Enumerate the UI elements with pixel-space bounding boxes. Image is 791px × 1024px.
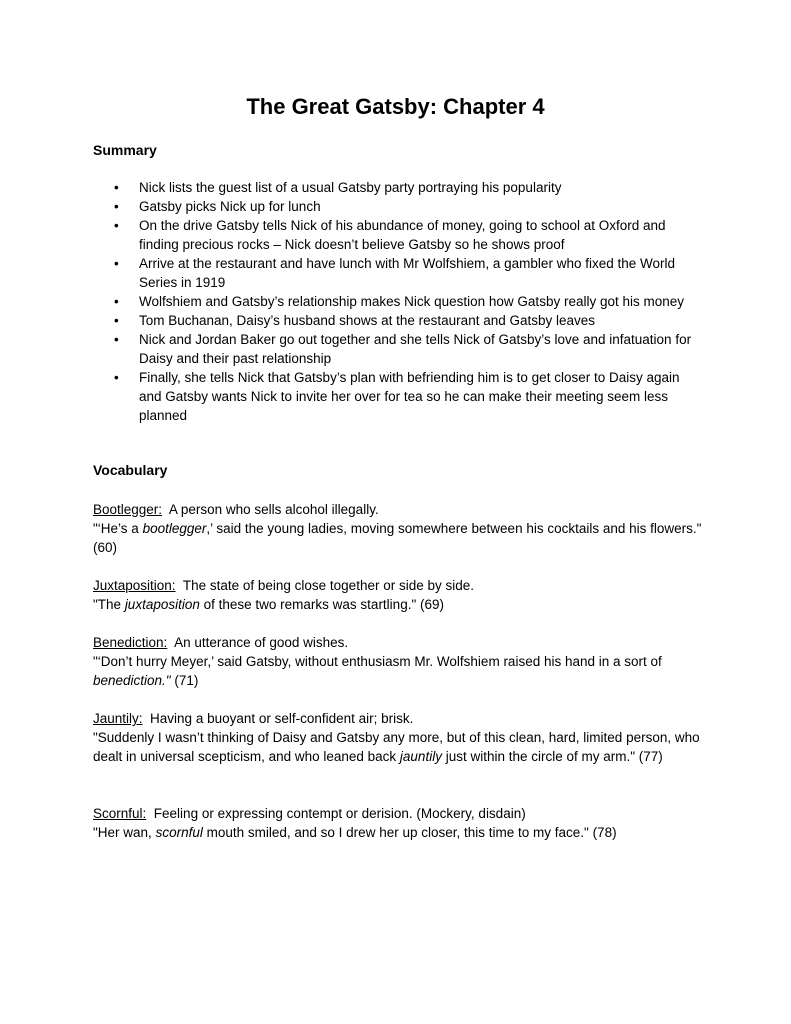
quote-emphasis: juxtaposition	[124, 597, 200, 612]
quote-text: of these two remarks was startling." (69)	[199, 597, 445, 612]
bullet-icon: •	[114, 294, 119, 309]
vocab-entry-scornful	[93, 804, 703, 842]
list-item	[93, 254, 703, 292]
vocabulary-heading: Vocabulary	[93, 462, 168, 478]
vocab-entry-benediction	[93, 633, 703, 690]
list-item	[93, 330, 703, 368]
quote-emphasis: jauntily	[399, 749, 442, 764]
quote-text: ,’ said the young ladies, moving somewhere between his cocktails and his flowers." (60)	[93, 521, 702, 555]
quote-text: "‘Don’t hurry Meyer,’ said Gatsby, without enthusiasm Mr. Wolfshiem raised his hand in a sort of	[93, 654, 662, 669]
summary-item-text: Nick and Jordan Baker go out together and she tells Nick of Gatsby’s love and infatuation for Daisy and their past relationship	[139, 332, 692, 366]
summary-list	[93, 178, 703, 425]
vocab-term: Bootlegger:	[93, 502, 163, 517]
summary-item-text: Wolfshiem and Gatsby’s relationship makes Nick question how Gatsby really got his money	[139, 294, 685, 309]
page-title: The Great Gatsby: Chapter 4	[246, 94, 545, 119]
bullet-icon: •	[114, 199, 119, 214]
quote-text: "‘He’s a	[93, 521, 143, 536]
vocab-definition: An utterance of good wishes.	[174, 635, 349, 650]
quote-emphasis: bootlegger	[142, 521, 207, 536]
quote-text: mouth smiled, and so I drew her up closer, this time to my face." (78)	[202, 825, 617, 840]
quote-emphasis: scornful	[155, 825, 203, 840]
vocab-quote	[93, 823, 703, 842]
quote-text: just within the circle of my arm." (77)	[441, 749, 663, 764]
vocab-term: Scornful:	[93, 806, 147, 821]
vocab-definition: Having a buoyant or self-confident air; brisk.	[150, 711, 414, 726]
summary-item-text: Finally, she tells Nick that Gatsby’s plan with befriending him is to get closer to Daisy again and Gatsby wants Nick to invite her over for tea so he can make their meeting seem less planned	[139, 370, 680, 423]
summary-item-text: Gatsby picks Nick up for lunch	[139, 199, 321, 214]
quote-text: (71)	[170, 673, 199, 688]
bullet-icon: •	[114, 180, 119, 195]
summary-item-text: Arrive at the restaurant and have lunch with Mr Wolfshiem, a gambler who fixed the World Series in 1919	[139, 256, 675, 290]
quote-text: "Her wan,	[93, 825, 156, 840]
list-item	[93, 178, 703, 197]
vocab-definition-line	[93, 804, 703, 823]
bullet-icon: •	[114, 370, 119, 385]
vocab-quote	[93, 595, 703, 614]
summary-item-text: Tom Buchanan, Daisy’s husband shows at the restaurant and Gatsby leaves	[139, 313, 596, 328]
vocab-definition-line	[93, 576, 703, 595]
vocab-definition-line	[93, 709, 703, 728]
vocab-quote	[93, 728, 703, 766]
list-item	[93, 216, 703, 254]
vocab-entry-jauntily	[93, 709, 703, 766]
vocab-definition-line	[93, 500, 703, 519]
summary-item-text: On the drive Gatsby tells Nick of his abundance of money, going to school at Oxford and finding precious rocks – Nick doesn’t believe Gatsby so he shows proof	[139, 218, 666, 252]
list-item	[93, 292, 703, 311]
vocab-definition: Feeling or expressing contempt or derision. (Mockery, disdain)	[153, 806, 526, 821]
quote-emphasis: benediction."	[93, 673, 171, 688]
summary-item-text: Nick lists the guest list of a usual Gatsby party portraying his popularity	[139, 180, 562, 195]
vocab-term: Juxtaposition:	[93, 578, 176, 593]
vocab-quote	[93, 652, 703, 690]
vocab-term: Benediction:	[93, 635, 168, 650]
vocab-definition: The state of being close together or side by side.	[182, 578, 475, 593]
summary-heading: Summary	[93, 142, 157, 158]
bullet-icon: •	[114, 332, 119, 347]
bullet-icon: •	[114, 256, 119, 271]
list-item	[93, 368, 703, 425]
list-item	[93, 197, 703, 216]
vocab-definition-line	[93, 633, 703, 652]
vocab-term: Jauntily:	[93, 711, 143, 726]
bullet-icon: •	[114, 218, 119, 233]
vocab-entry-juxtaposition	[93, 576, 703, 614]
vocab-quote	[93, 519, 703, 557]
list-item	[93, 311, 703, 330]
vocab-definition: A person who sells alcohol illegally.	[168, 502, 379, 517]
vocab-entry-bootlegger	[93, 500, 703, 557]
bullet-icon: •	[114, 313, 119, 328]
quote-text: "The	[93, 597, 125, 612]
quote-text: "Suddenly I wasn’t thinking of Daisy and Gatsby any more, but of this clean, hard, limited person, who dealt in universal scepticism, and who leaned back	[93, 730, 700, 764]
